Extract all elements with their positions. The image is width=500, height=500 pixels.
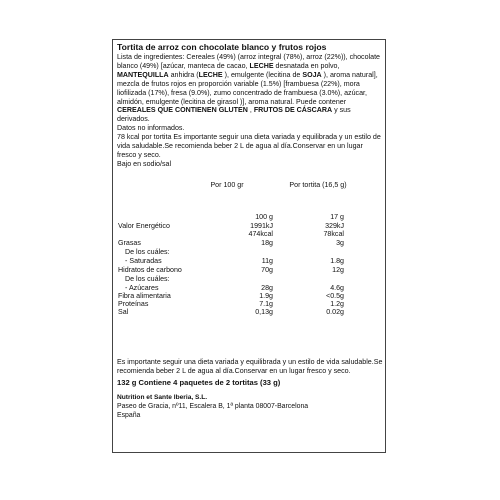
product-title: Tortita de arroz con chocolate blanco y frutos rojos [117,42,327,52]
protein-per-portion: 1.2g [330,300,344,308]
allergen-leche-2: LECHE [198,70,223,79]
allergen-mantequilla: MANTEQUILLA [117,70,169,79]
carbohydrate-per-portion: 12g [332,266,344,274]
column-header-per-100g: Por 100 gr [210,181,244,189]
ingredients-text-6: , [249,106,252,115]
energy-kj-per-portion: 329kJ [325,222,344,230]
fat-label: Grasas [118,239,141,247]
salt-per-100g: 0,13g [255,308,273,316]
of-which-label: De los cuáles: [125,248,170,256]
fat-per-100g: 18g [261,239,273,247]
ingredients-list [117,53,383,124]
no-data-note: Datos no informados. [117,124,185,133]
salt-label: Sal [118,308,129,316]
column-header-per-portion: Por tortita (16,5 g) [289,181,347,189]
amount-per-portion: 17 g [330,213,344,221]
saturates-per-100g: 11g [261,257,273,265]
saturates-label: - Saturadas [125,257,162,265]
saturates-per-portion: 1.8g [330,257,344,265]
company-address-line-1: Paseo de Gracia, nº11, Escalera B, 1ª planta 08007-Barcelona [117,402,309,410]
fibre-per-100g: 1.9g [259,292,273,300]
allergen-cereales: CEREALES QUE CONTIENEN GLUTEN [117,106,248,115]
company-address-line-2: España [117,411,141,419]
fibre-per-portion: <0.5g [326,292,344,300]
energy-kj-per-100g: 1991kJ [250,222,273,230]
allergen-frutos: FRUTOS DE CÁSCARA [253,106,333,115]
energy-kcal-per-portion: 78kcal [323,230,344,238]
carbohydrate-label: Hidratos de carbono [118,266,182,274]
company-info [117,394,383,421]
ingredients-text-2: desnatada en polvo, [275,61,340,70]
allergen-leche: LECHE [249,61,274,70]
fat-per-portion: 3g [336,239,344,247]
ingredients-text-1: Lista de ingredientes: Cereales (49%) (arroz integral (78%), arroz (22%)), chocolate blanco (49%) [azúcar, manteca de cacao, [117,53,380,70]
amount-per-100g: 100 g [255,213,273,221]
net-weight: 132 g Contiene 4 paquetes de 2 tortitas (33 g) [117,377,281,387]
sugars-per-100g: 28g [261,284,273,292]
kcal-note: 78 kcal por tortita Es importante seguir una dieta variada y equilibrada y un estilo de vida saludable.Se recomienda beber 2 L de agua al día.Conservar en un lugar fresco y seco. [117,133,381,159]
fibre-label: Fibra alimentaria [118,292,171,300]
company-name: Nutrition et Sante Iberia, S.L. [117,393,208,401]
energy-kcal-per-100g: 474kcal [248,230,273,238]
label-footer [117,358,383,420]
sugars-per-portion: 4.6g [330,284,344,292]
ingredients-text-4: ), emulgente (lecitina de [224,70,301,79]
sugars-label: - Azúcares [125,284,159,292]
protein-per-100g: 7.1g [259,300,273,308]
ingredients-text-7: y sus derivados. [117,106,351,124]
salt-per-portion: 0.02g [326,308,344,316]
carbohydrate-per-100g: 70g [261,266,273,274]
ingredients-text-3: anhidra ( [170,70,199,79]
product-label [112,39,386,453]
ingredients-text-5: ), aroma natural], mezcla de frutos rojos en proporción variable (1.5%) [frambuesa (22%), mora liofilizada (17%), fresa (9.0%), zumo concentrado de frambuesa (3.0%), azúcar, almidón, emulgente (lecitina de girasol )], aroma natural. Puede contener [117,70,378,106]
protein-label: Proteínas [118,300,149,308]
energy-label: Valor Energético [118,222,170,230]
allergen-soja: SOJA [302,70,322,79]
of-which-label-2: De los cuáles: [125,275,170,283]
nutrition-claim: Bajo en sodio/sal [117,159,172,168]
label-top-block [117,42,383,169]
advice-note: Es importante seguir una dieta variada y equilibrada y un estilo de vida saludable.Se recomienda beber 2 L de agua al día.Conservar en un lugar fresco y seco. [117,358,383,375]
